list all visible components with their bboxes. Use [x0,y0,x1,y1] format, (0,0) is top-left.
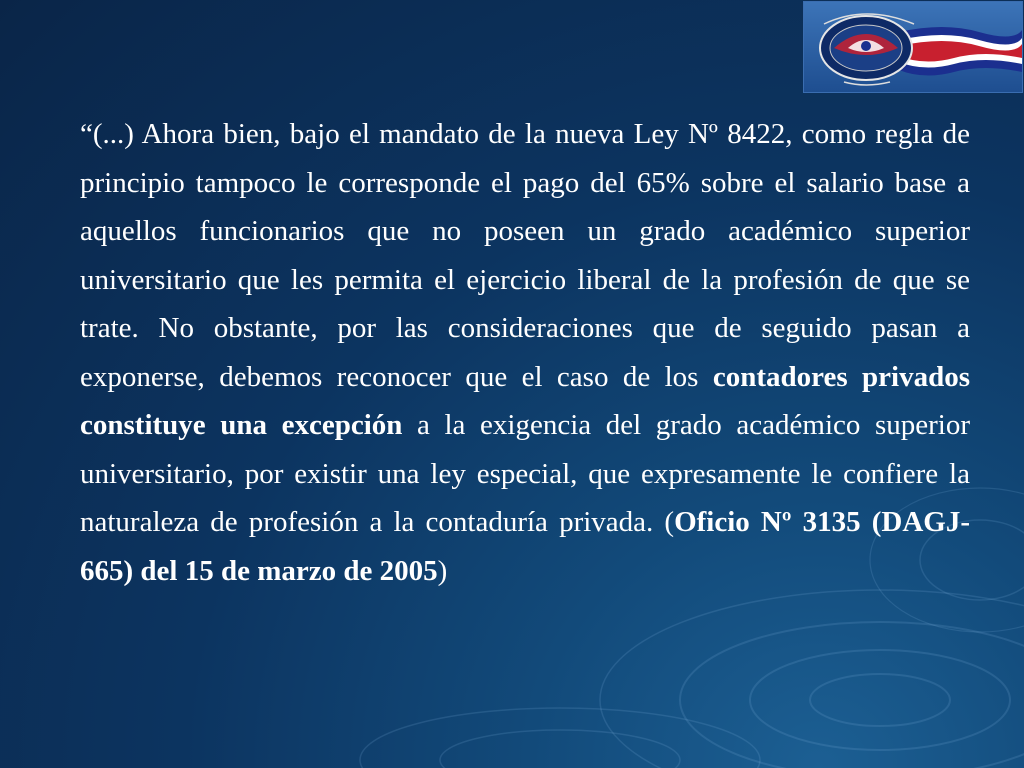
quote-text-part1: (...) Ahora bien, bajo el mandato de la nueva Ley Nº 8422, como regla de principio tampoco le corresponde el pago del 65% sobre el salario base a aquellos funcionarios que no poseen un grado académico superior universitario que les permita el ejercicio liberal de la profesión de que se trate. No obstante, por las consideraciones que de seguido pasan a exponerse, debemos reconocer que el caso de los [80,118,970,393]
quote-citation-oficio: Oficio Nº 3135 (DAGJ-665) del 15 de marzo de 2005 [80,506,970,587]
quote-text-part3: ) [437,554,448,587]
quote-emphasis-accountants: contadores privados constituye una excepción [80,360,970,441]
quote-paragraph [80,110,970,595]
institutional-seal-icon [804,2,1022,92]
quote-open-mark: “ [80,118,93,150]
quote-text-part2: a la exigencia del grado académico superior universitario, por existir una ley especial, que expresamente le confiere la naturaleza de profesión a la contaduría privada. ( [80,409,970,538]
institution-logo [803,1,1023,93]
